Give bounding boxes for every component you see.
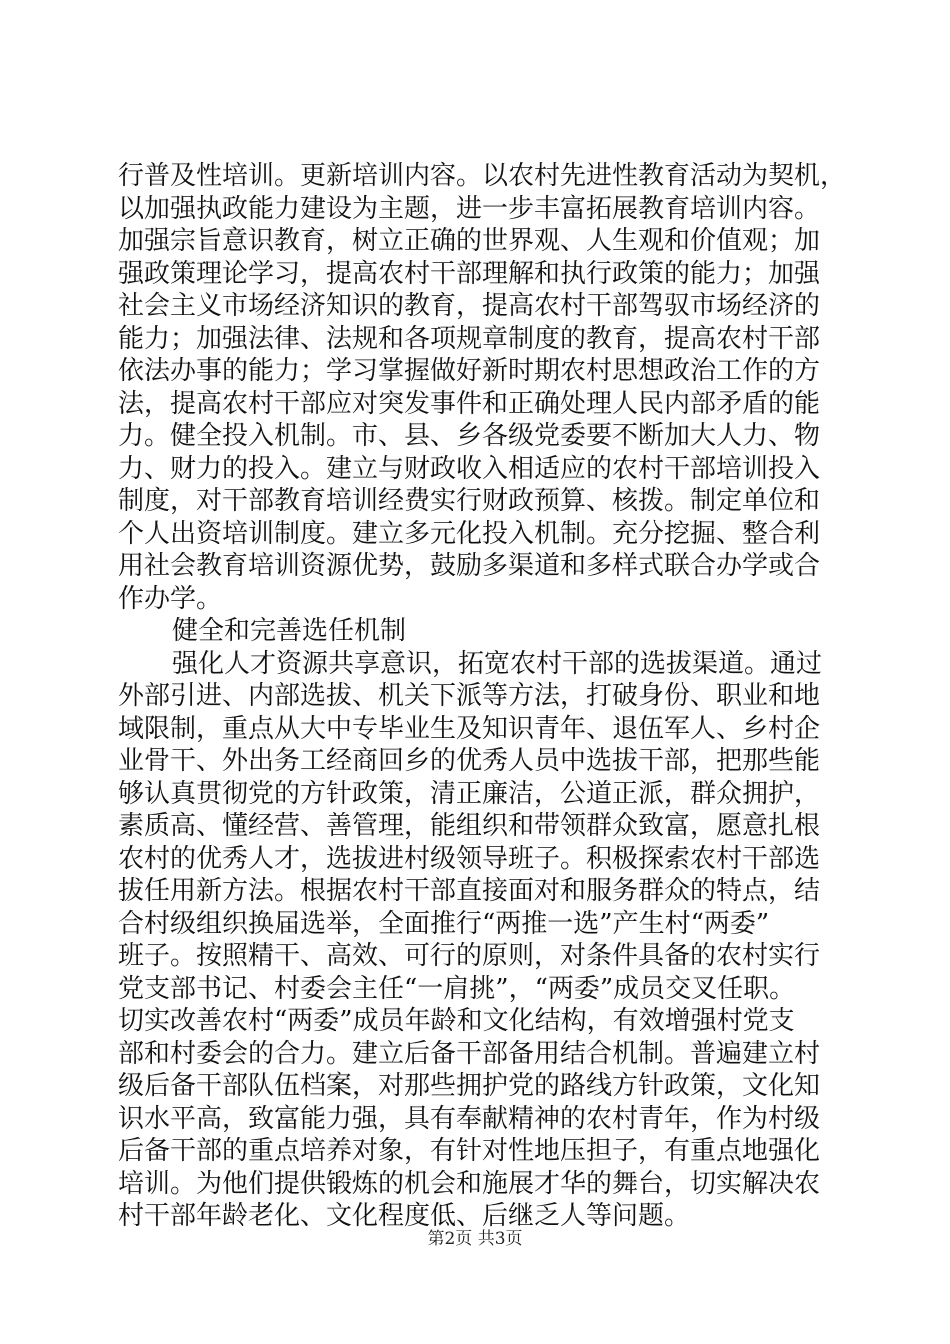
text-line: 素质高、懂经营、善管理，能组织和带领群众致富，愿意扎根 (118, 811, 821, 841)
text-line: 强政策理论学习，提高农村干部理解和执行政策的能力；加强 (118, 258, 821, 289)
text-line: 作办学。 (118, 583, 223, 614)
text-line: 党支部书记、村委会主任“一肩挑”，“两委”成员交叉任职。 (118, 973, 796, 1004)
text-line: 行普及性培训。更新培训内容。以农村先进性教育活动为契机， (118, 161, 847, 191)
text-line: 用社会教育培训资源优势，鼓励多渠道和多样式联合办学或合 (118, 551, 821, 581)
text-line: 健全和完善选任机制 (172, 616, 407, 646)
text-line: 域限制，重点从大中专毕业生及知识青年、退伍军人、乡村企 (118, 713, 821, 744)
text-line: 加强宗旨意识教育，树立正确的世界观、人生观和价值观；加 (118, 226, 821, 256)
text-line: 法，提高农村干部应对突发事件和正确处理人民内部矛盾的能 (118, 388, 821, 419)
text-line: 业骨干、外出务工经商回乡的优秀人员中选拔干部，把那些能 (118, 746, 821, 776)
text-line: 力。健全投入机制。市、县、乡各级党委要不断加大人力、物 (118, 421, 821, 451)
text-line: 切实改善农村“两委”成员年龄和文化结构，有效增强村党支 (118, 1006, 795, 1036)
text-line: 部和村委会的合力。建立后备干部备用结合机制。普遍建立村 (118, 1038, 821, 1069)
text-line: 后备干部的重点培养对象，有针对性地压担子，有重点地强化 (118, 1136, 821, 1166)
text-line: 能力；加强法律、法规和各项规章制度的教育，提高农村干部 (118, 323, 821, 354)
page-footer: 第2页 共3页 (427, 1229, 523, 1249)
document-body (118, 160, 847, 1233)
text-line: 制度，对干部教育培训经费实行财政预算、核拨。制定单位和 (118, 486, 821, 516)
text-line: 拔任用新方法。根据农村干部直接面对和服务群众的特点，结 (118, 876, 821, 906)
text-line: 外部引进、内部选拔、机关下派等方法，打破身份、职业和地 (118, 681, 821, 711)
text-line: 级后备干部队伍档案，对那些拥护党的路线方针政策，文化知 (118, 1071, 821, 1101)
text-line: 培训。为他们提供锻炼的机会和施展才华的舞台，切实解决农 (118, 1168, 821, 1199)
text-line: 村干部年龄老化、文化程度低、后继乏人等问题。 (118, 1201, 691, 1231)
text-line: 依法办事的能力；学习掌握做好新时期农村思想政治工作的方 (118, 356, 821, 386)
text-line: 强化人才资源共享意识，拓宽农村干部的选拔渠道。通过 (172, 648, 823, 679)
text-line: 力、财力的投入。建立与财政收入相适应的农村干部培训投入 (118, 453, 821, 484)
text-line: 社会主义市场经济知识的教育，提高农村干部驾驭市场经济的 (118, 291, 821, 321)
text-line: 个人出资培训制度。建立多元化投入机制。充分挖掘、整合利 (118, 518, 821, 549)
text-line: 以加强执政能力建设为主题，进一步丰富拓展教育培训内容。 (118, 193, 821, 224)
text-line: 识水平高，致富能力强，具有奉献精神的农村青年，作为村级 (118, 1103, 821, 1134)
text-line: 够认真贯彻党的方针政策，清正廉洁，公道正派，群众拥护， (118, 778, 821, 809)
text-line: 班子。按照精干、高效、可行的原则，对条件具备的农村实行 (118, 941, 821, 971)
text-line: 农村的优秀人才，选拔进村级领导班子。积极探索农村干部选 (118, 843, 821, 874)
text-line: 合村级组织换届选举，全面推行“两推一选”产生村“两委” (118, 908, 770, 939)
